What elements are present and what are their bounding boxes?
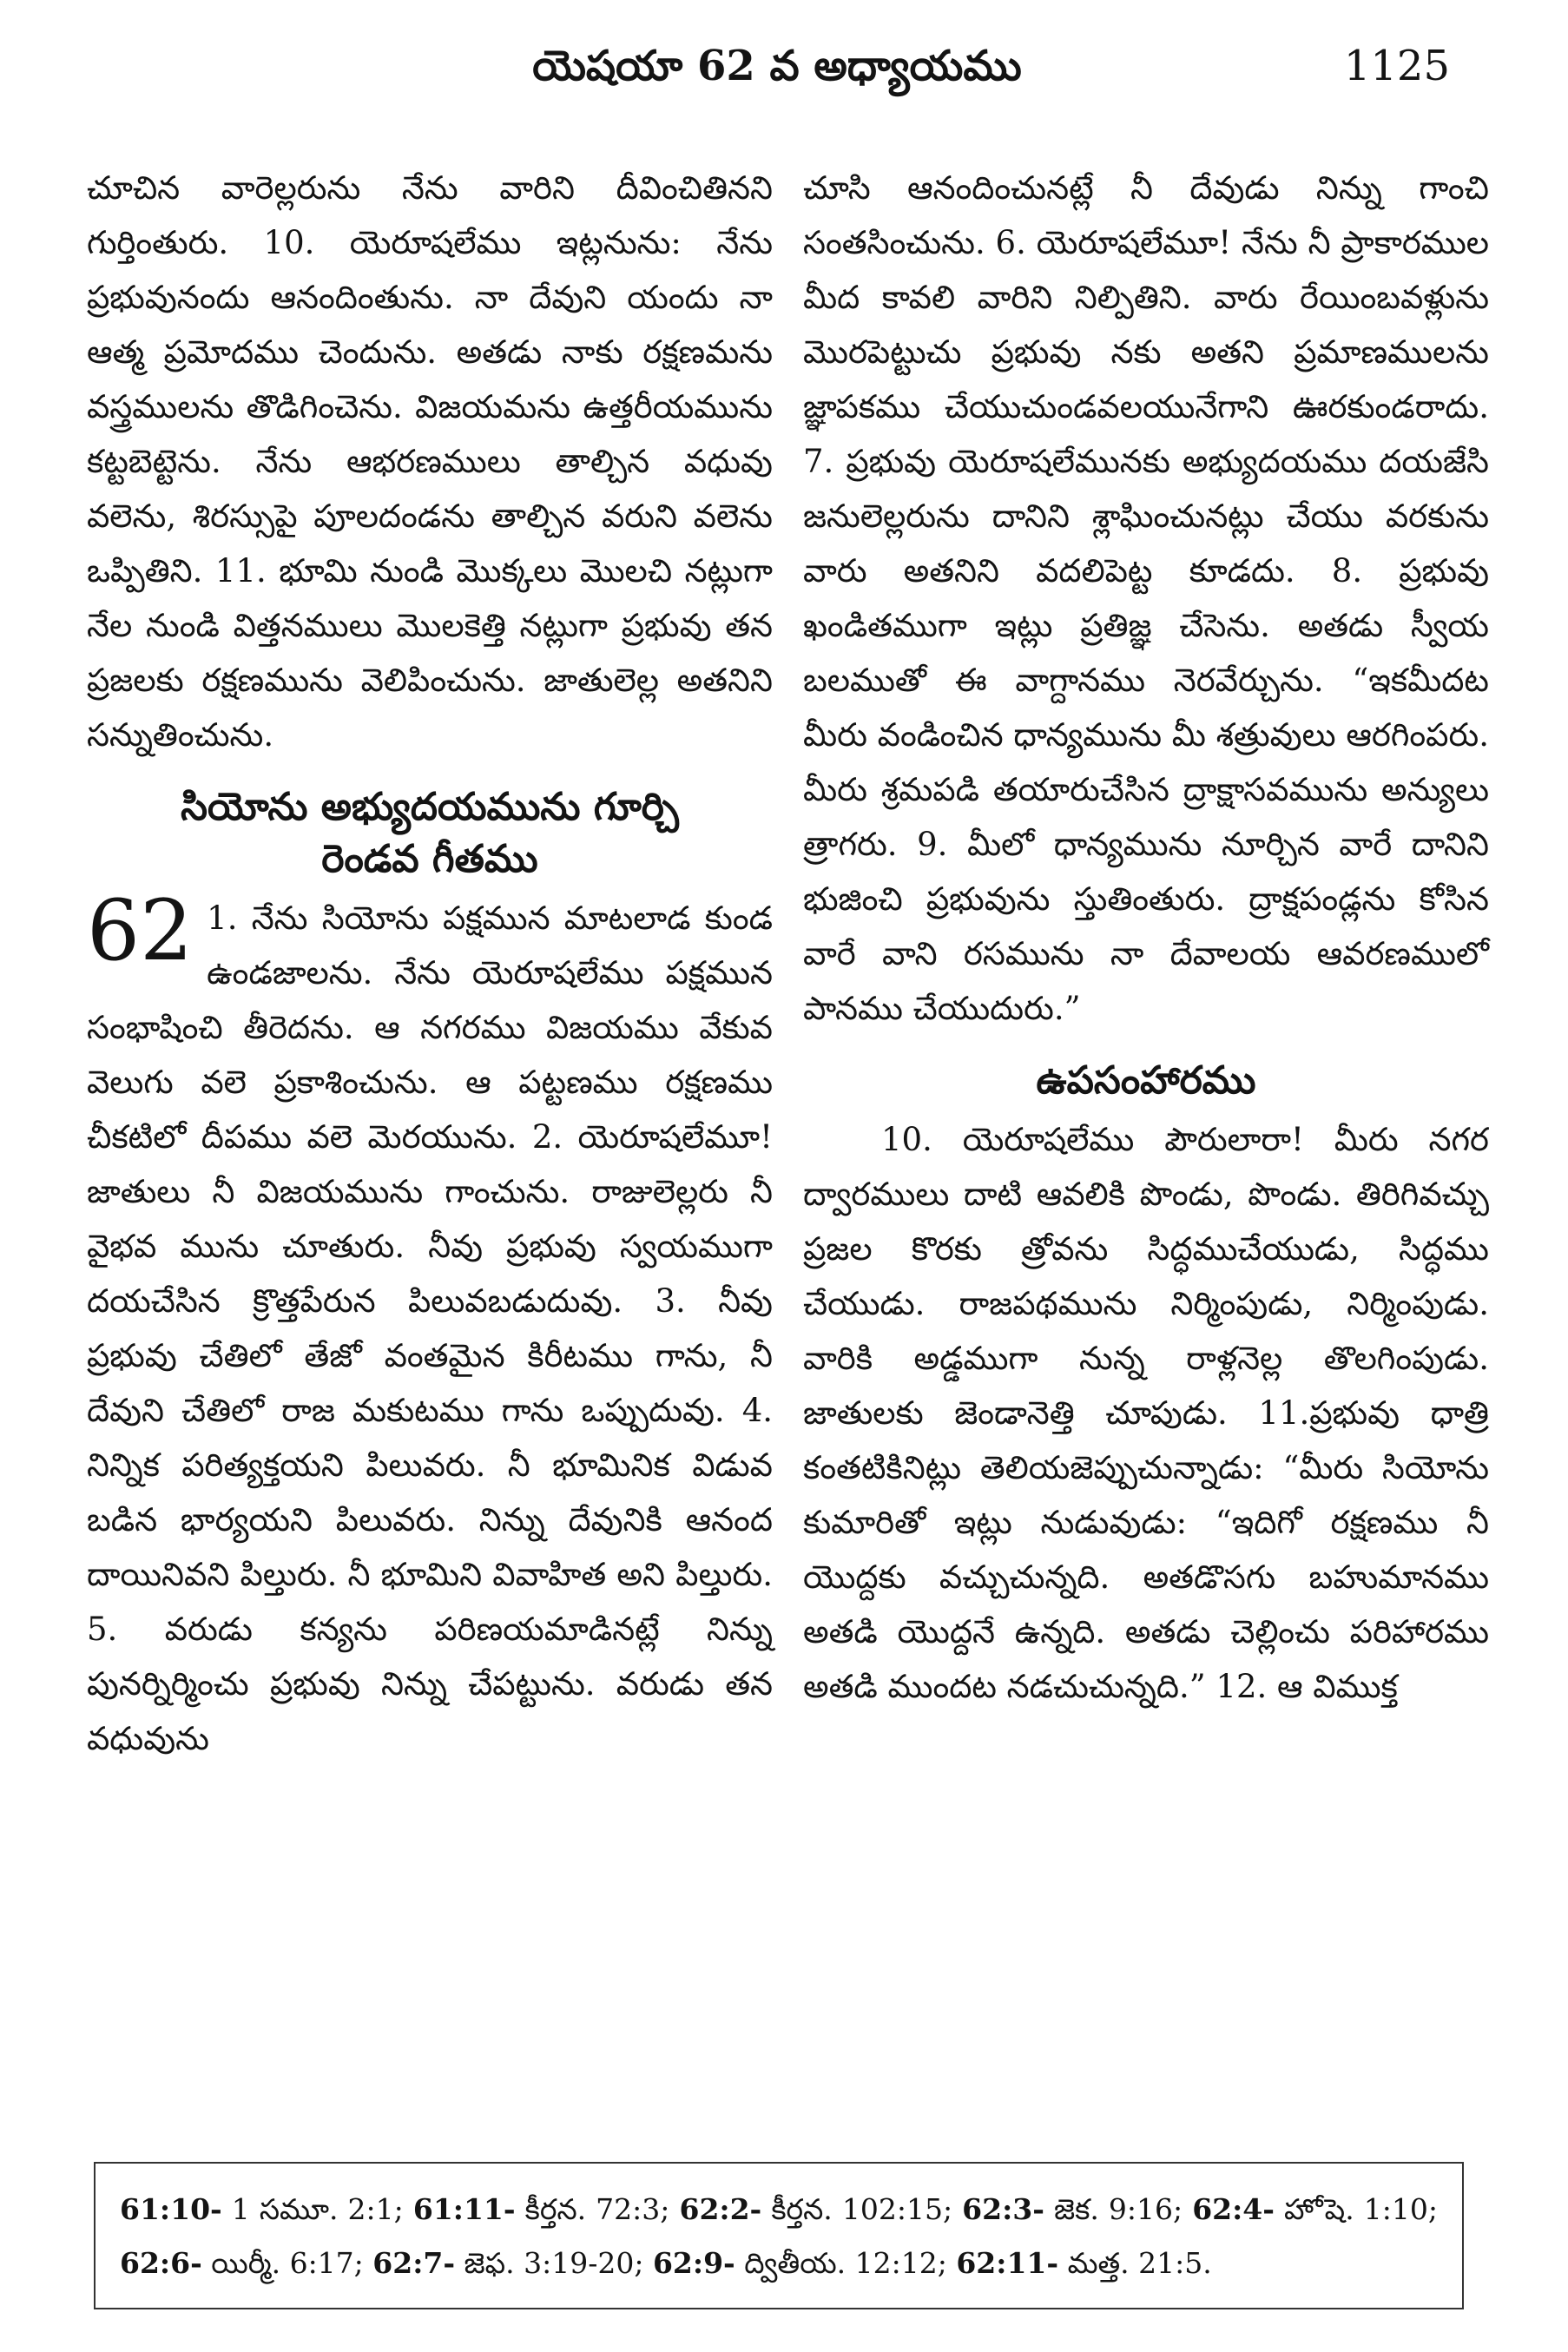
reference-item bbox=[372, 2246, 653, 2280]
reference-item bbox=[679, 2192, 962, 2226]
reference-text: కీర్తన. 102:15; bbox=[761, 2192, 963, 2226]
reference-item bbox=[1192, 2192, 1438, 2226]
reference-label: 61:10- bbox=[120, 2192, 222, 2226]
reference-label: 62:6- bbox=[120, 2246, 202, 2280]
chapter-title: యెషయా 62 వ అధ్యాయము bbox=[532, 42, 1022, 90]
reference-label: 62:11- bbox=[956, 2246, 1059, 2280]
reference-text: జెఫ. 3:19-20; bbox=[455, 2246, 653, 2280]
section-heading-line: సియోను అభ్యుదయమును గూర్చి bbox=[181, 785, 679, 829]
chapter-number: 62 bbox=[87, 882, 194, 979]
paragraph: చూచిన వారెల్లరును నేను వారిని దీవించితినని గుర్తింతురు. 10. యెరూషలేము ఇట్లనును: నేను ప్రభువునందు ఆనందింతును. నా దేవుని యందు నా ఆత్మ ప్రమోదము చెందును. అతడు నాకు రక్షణమను వస్త్రములను తొడిగించెను. విజయమను ఉత్తరీయమును కట్టబెట్టెను. నేను ఆభరణములు తాల్చిన వధువు వలెను, శిరస్సుపై పూలదండను తాల్చిన వరుని వలెను ఒప్పితిని. 11. భూమి నుండి మొక్కలు మొలచి నట్లుగా నేల నుండి విత్తనములు మొలకెత్తి నట్లుగా ప్రభువు తన ప్రజలకు రక్షణమును వెలిపించును. జాతులెల్ల అతనిని సన్నుతించును. bbox=[87, 169, 773, 754]
paragraph: 10. యెరూషలేము పౌరులారా! మీరు నగర ద్వారములు దాటి ఆవలికి పొండు, పొండు. తిరిగివచ్చు ప్రజల కొరకు త్రోవను సిద్ధముచేయుడు, సిద్ధము చేయుడు. రాజపథమును నిర్మింపుడు, నిర్మింపుడు. వారికి అడ్డముగా నున్న రాళ్లనెల్ల తొలగింపుడు. జాతులకు జెండానెత్తి చూపుడు. 11.ప్రభువు ధాత్రి కంతటికినిట్లు తెలియజెప్పుచున్నాడు: “మీరు సియోను కుమారితో ఇట్లు నుడువుడు: “ఇదిగో రక్షణము నీ యొద్దకు వచ్చుచున్నది. అతడొసగు బహుమానము అతడి యొద్దనే ఉన్నది. అతడు చెల్లించు పరిహారము అతడి ముందట నడచుచున్నది.” 12. ఆ విముక్త bbox=[803, 1121, 1489, 1705]
reference-text: ద్వితీయ. 12:12; bbox=[735, 2246, 957, 2280]
reference-label: 61:11- bbox=[412, 2192, 516, 2226]
reference-label: 62:4- bbox=[1192, 2192, 1275, 2226]
reference-text: హోషె. 1:10; bbox=[1274, 2192, 1438, 2226]
reference-text: మత్త. 21:5. bbox=[1058, 2246, 1212, 2280]
paragraph-text: 1. నేను సియోను పక్షమున మాటలాడ కుండ ఉండజాలను. నేను యెరూషలేము పక్షమున సంభాషించి తీరెదను. ఆ నగరము విజయము వేకువ వెలుగు వలె ప్రకాశించును. ఆ పట్టణము రక్షణము చీకటిలో దీపము వలె మెరయును. 2. యెరూషలేమూ! జాతులు నీ విజయమును గాంచును. రాజులెల్లరు నీ వైభవ మును చూతురు. నీవు ప్రభువు స్వయముగా దయచేసిన క్రొత్తపేరున పిలువబడుదువు. 3. నీవు ప్రభువు చేతిలో తేజో వంతమైన కిరీటము గాను, నీ దేవుని చేతిలో రాజ మకుటము గాను ఒప్పుదువు. 4. నిన్నిక పరిత్యక్తయని పిలువరు. నీ భూమినిక విడువ బడిన భార్యయని పిలువరు. నిన్ను దేవునికి ఆనంద దాయినివని పిల్తురు. నీ భూమిని వివాహిత అని పిల్తురు. 5. వరుడు కన్యను పరిణయమాడినట్లే నిన్ను పునర్నిర్మించు ప్రభువు నిన్ను చేపట్టును. వరుడు తన వధువును bbox=[87, 899, 773, 1757]
reference-text: యిర్మీ. 6:17; bbox=[201, 2246, 373, 2280]
left-column bbox=[87, 161, 773, 1766]
reference-label: 62:3- bbox=[962, 2192, 1044, 2226]
reference-text: కీర్తన. 72:3; bbox=[515, 2192, 680, 2226]
reference-item bbox=[120, 2246, 372, 2280]
reference-label: 62:2- bbox=[679, 2192, 762, 2226]
reference-text: 1 సమూ. 2:1; bbox=[221, 2192, 413, 2226]
reference-label: 62:9- bbox=[652, 2246, 735, 2280]
reference-label: 62:7- bbox=[372, 2246, 456, 2280]
page-header bbox=[87, 33, 1467, 120]
reference-text: జెక. 9:16; bbox=[1044, 2192, 1193, 2226]
reference-item bbox=[413, 2192, 680, 2226]
paragraph bbox=[87, 882, 773, 1766]
paragraph: చూసి ఆనందించునట్లే నీ దేవుడు నిన్ను గాంచి సంతసించును. 6. యెరూషలేమూ! నేను నీ ప్రాకారముల మీద కావలి వారిని నిల్పితిని. వారు రేయింబవళ్లును మొరపెట్టుచు ప్రభువు నకు అతని ప్రమాణములను జ్ఞాపకము చేయుచుండవలయునేగాని ఊరకుండరాదు. 7. ప్రభువు యెరూషలేమునకు అభ్యుదయము దయజేసి జనులెల్లరును దానిని శ్లాఘించునట్లు చేయు వరకును వారు అతనిని వదలిపెట్ట కూడదు. 8. ప్రభువు ఖండితముగా ఇట్లు ప్రతిజ్ఞ చేసెను. అతడు స్వీయ బలముతో ఈ వాగ్దానము నెరవేర్చును. “ఇకమీదట మీరు వండించిన ధాన్యమును మీ శత్రువులు ఆరగింపరు. మీరు శ్రమపడి తయారుచేసిన ద్రాక్షాసవమును అన్యులు త్రాగరు. 9. మీలో ధాన్యమును నూర్చిన వారే దానిని భుజించి ప్రభువును స్తుతింతురు. ద్రాక్షపండ్లను కోసిన వారే వాని రసమును నా దేవాలయ ఆవరణములో పానము చేయుదురు.” bbox=[803, 169, 1489, 1027]
section-heading-line: రెండవ గీతము bbox=[321, 837, 538, 881]
reference-item bbox=[956, 2246, 1211, 2280]
reference-item bbox=[653, 2246, 956, 2280]
section-heading: ఉపసంహారము bbox=[1036, 1058, 1256, 1103]
page-number: 1125 bbox=[1343, 42, 1450, 90]
reference-item bbox=[120, 2192, 413, 2226]
reference-item bbox=[962, 2192, 1192, 2226]
cross-references-box bbox=[94, 2162, 1464, 2309]
right-column bbox=[803, 161, 1489, 1714]
section-heading bbox=[87, 781, 773, 886]
